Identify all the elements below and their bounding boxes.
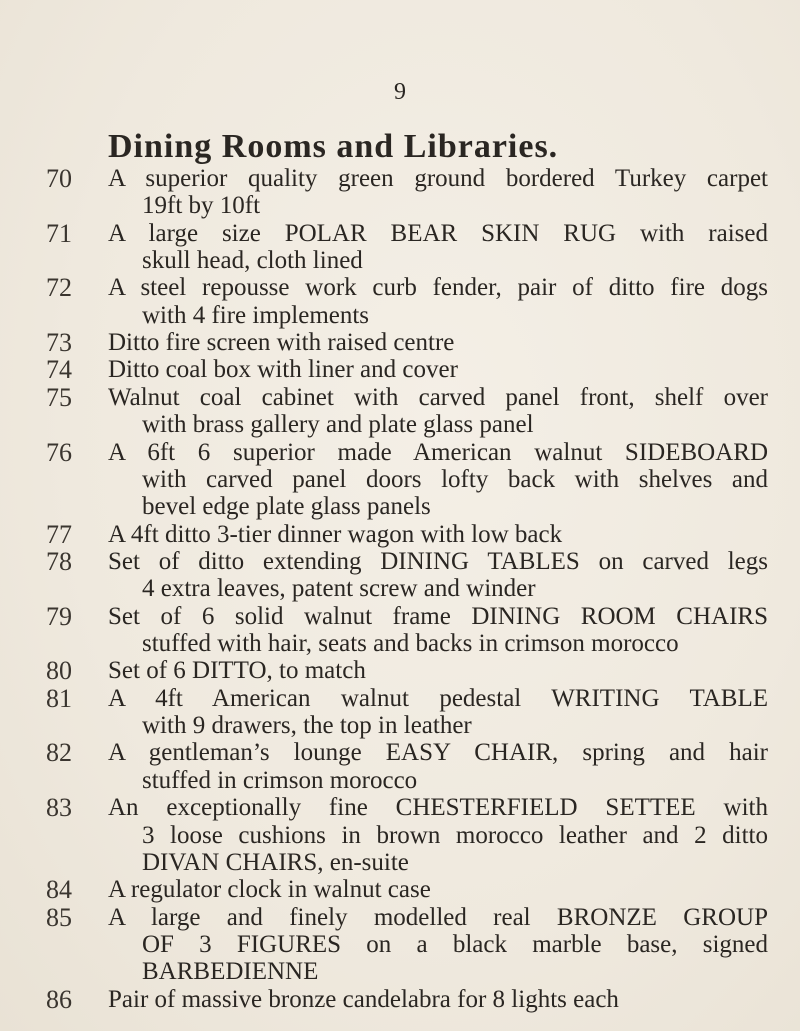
lot-number: 71 bbox=[46, 218, 72, 248]
lot-number: 81 bbox=[46, 683, 72, 713]
page-number: 9 bbox=[394, 79, 406, 105]
lot-description: Set of ditto extending DINING TABLES on carved legs bbox=[108, 547, 768, 575]
lot-description-continued: OF 3 FIGURES on a black marble base, signed bbox=[142, 930, 768, 958]
lot-number: 84 bbox=[46, 875, 72, 905]
lot-number: 70 bbox=[46, 164, 72, 193]
lot-description-continued: with 4 fire implements bbox=[142, 301, 370, 329]
lot-number: 77 bbox=[46, 519, 72, 549]
lot-description: Pair of massive bronze candelabra for 8 lights each bbox=[108, 985, 619, 1013]
lot-description: Walnut coal cabinet with carved panel front, shelf over bbox=[108, 383, 768, 411]
lot-description-continued: stuffed with hair, seats and backs in crimson morocco bbox=[142, 630, 679, 658]
lot-description: Ditto fire screen with raised centre bbox=[108, 329, 455, 357]
lot-description-continued: 4 extra leaves, patent screw and winder bbox=[142, 575, 536, 603]
lot-description-continued: DIVAN CHAIRS, en-suite bbox=[142, 848, 409, 876]
lot-description: A 4ft American walnut pedestal WRITING TABLE bbox=[108, 684, 768, 712]
lot-description-continued: 3 loose cushions in brown morocco leather and 2 ditto bbox=[142, 821, 768, 849]
lot-number: 76 bbox=[46, 437, 72, 467]
lot-description: Ditto coal box with liner and cover bbox=[108, 356, 458, 384]
lot-number: 83 bbox=[46, 793, 72, 823]
lot-description: A superior quality green ground bordered Turkey carpet bbox=[108, 165, 768, 192]
lot-description-continued: bevel edge plate glass panels bbox=[142, 493, 431, 521]
lot-number: 72 bbox=[46, 273, 72, 303]
lot-description-continued: with 9 drawers, the top in leather bbox=[142, 712, 472, 740]
lot-description: A large and finely modelled real BRONZE GROUP bbox=[108, 903, 768, 931]
lot-number: 86 bbox=[46, 984, 72, 1014]
lot-description: A large size POLAR BEAR SKIN RUG with raised bbox=[108, 219, 768, 247]
lot-number: 80 bbox=[46, 656, 72, 686]
lot-description-continued: skull head, cloth lined bbox=[142, 247, 363, 275]
lot-description-continued: 19ft by 10ft bbox=[142, 192, 261, 220]
lot-description-continued: with brass gallery and plate glass panel bbox=[142, 411, 534, 439]
lot-description: Set of 6 solid walnut frame DINING ROOM CHAIRS bbox=[108, 602, 768, 630]
lot-number: 74 bbox=[46, 355, 72, 385]
lot-description: A gentleman’s lounge EASY CHAIR, spring and hair bbox=[108, 739, 768, 767]
lot-description: A 4ft ditto 3-tier dinner wagon with low back bbox=[108, 520, 563, 548]
lot-description-continued: BARBEDIENNE bbox=[142, 958, 319, 986]
lot-description-continued: stuffed in crimson morocco bbox=[142, 766, 418, 794]
lot-description: A 6ft 6 superior made American walnut SIDEBOARD bbox=[108, 438, 768, 466]
lot-description-continued: with carved panel doors lofty back with shelves and bbox=[142, 465, 768, 493]
lot-number: 75 bbox=[46, 382, 72, 412]
lot-description: A regulator clock in walnut case bbox=[108, 876, 431, 904]
lot-description: A steel repousse work curb fender, pair of ditto fire dogs bbox=[108, 274, 768, 302]
lot-description: An exceptionally fine CHESTERFIELD SETTEE with bbox=[108, 794, 768, 822]
lot-number: 78 bbox=[46, 546, 72, 576]
lot-number: 79 bbox=[46, 601, 72, 631]
section-heading: Dining Rooms and Libraries. bbox=[108, 128, 559, 165]
lot-number: 85 bbox=[46, 902, 72, 932]
lot-description: Set of 6 DITTO, to match bbox=[108, 657, 366, 685]
lot-number: 73 bbox=[46, 328, 72, 358]
lot-number: 82 bbox=[46, 738, 72, 768]
